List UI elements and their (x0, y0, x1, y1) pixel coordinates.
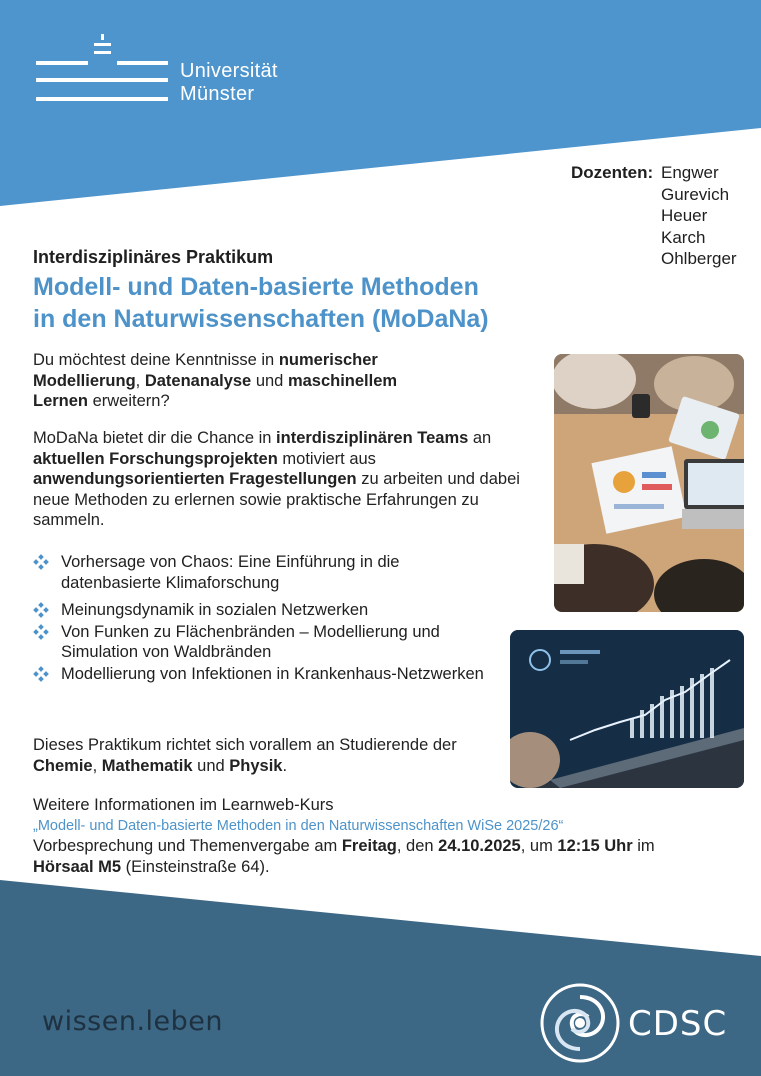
description-highlight: interdisziplinären Teams (276, 429, 469, 447)
laptop-data-photo (510, 630, 744, 788)
list-item (33, 552, 493, 593)
meeting-details (33, 836, 733, 877)
list-item (33, 622, 493, 663)
description-text: motiviert aus (277, 449, 376, 468)
diamond-bullet-icon (33, 602, 49, 618)
intro-highlight: maschinellem Lernen (33, 371, 398, 410)
intro-text: Du möchtest deine Kenntnisse in (33, 351, 279, 369)
diamond-bullet-icon (33, 666, 49, 682)
course-title-line2: in den Naturwissenschaften (MoDaNa) (33, 305, 489, 333)
audience-text: , (92, 756, 102, 775)
intro-text: und (251, 371, 288, 390)
list-item (33, 664, 493, 685)
description-highlight: aktuellen Forschungsprojekten (33, 449, 278, 468)
project-title: Modellierung von Infektionen in Krankenhaus-Netzwerken (61, 664, 484, 683)
lecturer-name: Ohlberger (661, 249, 737, 268)
lecturers-block (571, 162, 756, 268)
meeting-room: Hörsaal M5 (33, 857, 122, 876)
university-name-line1: Universität (180, 60, 278, 82)
learnweb-course-link[interactable]: „Modell- und Daten-basierte Methoden in den Naturwissenschaften WiSe 2025/26“ (33, 817, 564, 834)
footer-band (0, 880, 761, 1076)
project-list (33, 552, 493, 684)
intro-paragraph (33, 350, 453, 412)
slogan: wissen.leben (42, 1006, 223, 1037)
meeting-text: , den (396, 837, 439, 855)
cdsc-wordmark: CDSC (628, 1004, 728, 1044)
audience-subject: Mathematik (101, 756, 193, 775)
university-name-line2: Münster (180, 83, 255, 105)
project-title: Meinungsdynamik in sozialen Netzwerken (61, 601, 369, 619)
lecturer-list (661, 162, 737, 270)
diamond-bullet-icon (33, 624, 49, 640)
audience-subject: Physik (229, 756, 283, 775)
meeting-text: , um (520, 837, 558, 855)
project-title: Von Funken zu Flächenbränden – Modellierung und Simulation von Waldbränden (61, 622, 440, 661)
audience-text: . (282, 756, 288, 775)
university-logo-icon (36, 34, 168, 106)
meeting-text: im (632, 837, 655, 855)
lecturers-label: Dozenten: (571, 163, 654, 182)
lecturer-name: Karch (661, 227, 706, 247)
audience-text: Dieses Praktikum richtet sich vorallem an Studierende der (33, 736, 457, 754)
description-text: an (468, 429, 492, 447)
meeting-text: (Einsteinstraße 64). (121, 857, 270, 876)
description-text: zu arbeiten und dabei neue Methoden zu erlernen sowie praktische Erfahrungen zu sammeln. (33, 470, 520, 529)
intro-text: , (135, 371, 145, 390)
diamond-bullet-icon (33, 554, 49, 570)
description-paragraph (33, 428, 533, 531)
course-subtitle: Interdisziplinäres Praktikum (33, 247, 274, 267)
description-highlight: anwendungsorientierten Fragestellungen (33, 470, 357, 488)
meeting-text: Vorbesprechung und Themenvergabe am (33, 837, 342, 855)
lecturer-name: Heuer (661, 206, 708, 225)
course-title-line1: Modell- und Daten-basierte Methoden (33, 273, 479, 301)
team-meeting-photo (554, 354, 744, 612)
project-title: Vorhersage von Chaos: Eine Einführung in die datenbasierte Klimaforschung (61, 553, 400, 592)
audience-subject: Chemie (33, 756, 93, 775)
intro-highlight: Datenanalyse (144, 371, 252, 390)
meeting-date: 24.10.2025 (438, 837, 521, 855)
info-paragraph (33, 795, 733, 877)
description-text: MoDaNa bietet dir die Chance in (33, 429, 277, 447)
meeting-time: 12:15 Uhr (557, 837, 633, 855)
audience-paragraph (33, 735, 473, 776)
meeting-day: Freitag (341, 837, 397, 855)
intro-text: erweitern? (88, 392, 170, 410)
info-line: Weitere Informationen im Learnweb-Kurs (33, 796, 334, 814)
lecturer-name: Engwer (661, 163, 719, 182)
intro-highlight: numerischer Modellierung (33, 351, 378, 390)
cdsc-swirl-logo-icon (540, 983, 620, 1063)
lecturer-name: Gurevich (661, 184, 730, 204)
audience-text: und (192, 756, 230, 775)
list-item (33, 600, 493, 621)
course-title (33, 271, 489, 335)
university-name (180, 60, 278, 106)
